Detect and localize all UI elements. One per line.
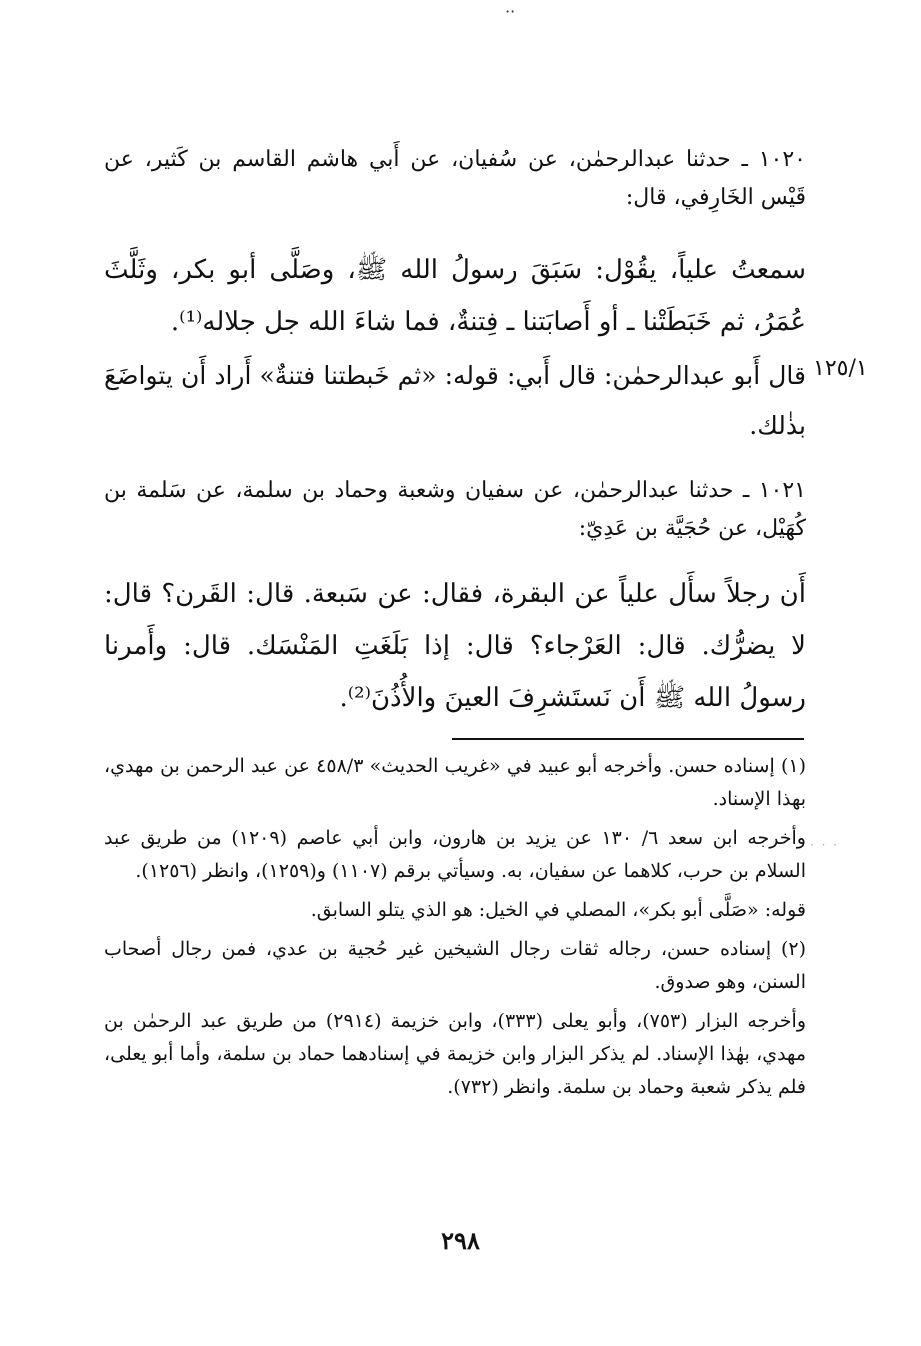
footnote-1-source: (١) إسناده حسن. وأخرجه أبو عبيد في «غريب الحديث» ٤٥٨/٣ عن عبد الرحمن بن مهدي، بهذا الإسناد. <box>104 755 806 810</box>
hadith-1021-isnad: ١٠٢١ ـ حدثنا عبدالرحمٰن، عن سفيان وشعبة وحماد بن سلمة، عن سَلمة بن كُهَيْل، عن حُجَيَّة بن عَدِيّ: <box>104 478 806 541</box>
scan-artifact: · · · <box>810 838 840 852</box>
commentary-paragraph: قال أَبو عبدالرحمٰن: قال أَبي: قوله: «ثم خَبطتنا فتنةٌ» أَراد أَن يتواضَعَ بذٰلك. <box>104 361 806 440</box>
page-number: ٢٩٨ <box>441 1226 480 1255</box>
top-dots: ·· <box>505 2 516 21</box>
hadith-1020-isnad: ١٠٢٠ ـ حدثنا عبدالرحمٰن، عن سُفيان، عن أَبي هاشم القاسم بن كَثير، عن قَيْس الخَارِفي، قال: <box>104 147 806 210</box>
footnote-1-explanation: قوله: «صَلَّى أبو بكر»، المصلي في الخيل: هو الذي يتلو السابق. <box>310 899 806 921</box>
margin-reference: ١٢٥/١ <box>813 356 868 381</box>
footnote-2-takhrij: وأخرجه البزار (٧٥٣)، وأبو يعلى (٣٣٣)، وابن خزيمة (٢٩١٤) من طريق عبد الرحمٰن بن مهدي، بهٰذا الإسناد. لم يذكر البزار وابن خزيمة في إسنادهما حماد بن سلمة، وأما أبو يعلى، فلم يذكر شعبة وحماد بن سلمة. وانظر (٧٣٢). <box>104 1010 806 1098</box>
hadith-1020-matn: سمعتُ علياً، يقُوْل: سَبَقَ رسولُ الله ﷺ، وصَلَّى أبو بكر، وثَلَّثَ عُمَرُ، ثم خَبَطَتْنا ـ أو أَصابَتنا ـ فِتنةٌ، فما شاءَ الله جل جلاله⁽¹⁾. <box>104 255 806 337</box>
footnote-separator <box>452 738 804 740</box>
footnote-2-source: (٢) إسناده حسن، رجاله ثقات رجال الشيخين غير حُجية بن عدي، فمن رجال أصحاب السنن، وهو صدوق. <box>104 938 806 993</box>
footnotes <box>104 750 806 1110</box>
footnote-1-takhrij: وأخرجه ابن سعد ٦/ ١٣٠ عن يزيد بن هارون، وابن أبي عاصم (١٢٠٩) من طريق عبد السلام بن حرب، كلاهما عن سفيان، به. وسيأتي برقم (١١٠٧) و(١٢٥٩)، وانظر (١٢٥٦). <box>104 827 806 882</box>
hadith-1021-matn: أَن رجلاً سأَل علياً عن البقرة، فقال: عن سَبعة. قال: القَرن؟ قال: لا يضرُّك. قال: العَرْجاء؟ قال: إذا بَلَغَتِ المَنْسَك. قال: وأَمرنا رسولُ الله ﷺ أَن نَستَشرِفَ العينَ والأُذُنَ⁽²⁾. <box>104 579 806 713</box>
